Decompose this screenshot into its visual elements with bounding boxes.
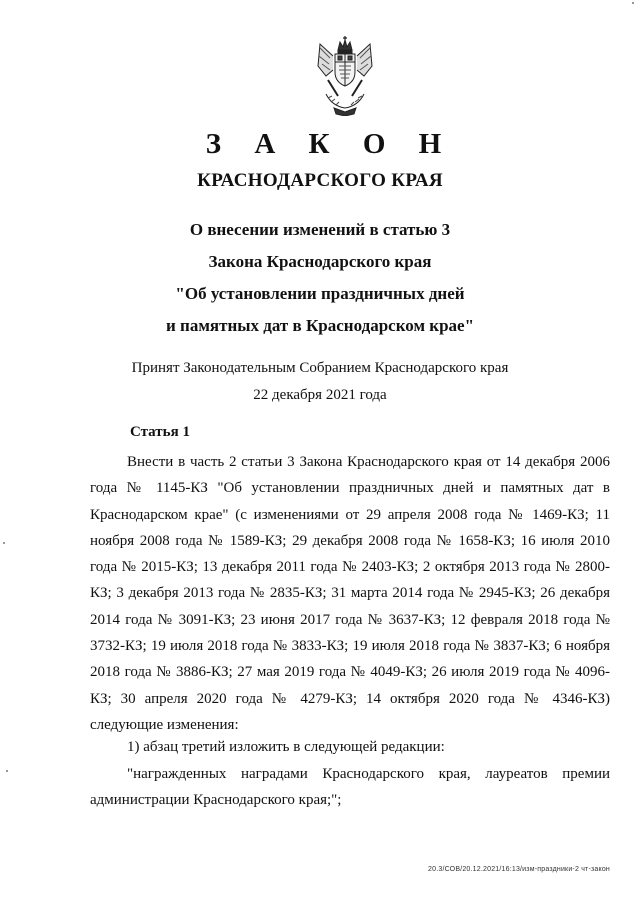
article-item: 1) абзац третий изложить в следующей редакции: [127, 739, 445, 755]
scan-speck [3, 542, 5, 544]
article-heading: Статья 1 [130, 424, 190, 440]
adopted-by: Принят Законодательным Собранием Краснодарского края [131, 360, 509, 376]
subject-line: "Об установлении праздничных дней [175, 284, 465, 303]
article-item-quote: "награжденных наградами Краснодарского края, лауреатов премии администрации Краснодарского края;"; [90, 766, 610, 809]
scan-speck [6, 770, 8, 772]
law-subject [0, 214, 640, 342]
subject-line: О внесении изменений в статью 3 [189, 220, 451, 239]
krasnodar-coat-of-arms-icon [314, 36, 376, 116]
region-title: КРАСНОДАРСКОГО КРАЯ [197, 170, 443, 191]
subject-line: Закона Краснодарского края [208, 252, 432, 271]
document-footer-code: 20.3/СОВ/20.12.2021/16:13/изм-праздники-2 чт-закон [428, 866, 610, 873]
adoption-info [0, 355, 640, 409]
law-title: З А К О Н [205, 128, 455, 160]
article-paragraph: Внести в часть 2 статьи 3 Закона Краснодарского края от 14 декабря 2006 года № 1145-КЗ "Об установлении праздничных дней и памятных дат в Краснодарском крае" (с изменениями от 29 апреля 2008 года № 1469-КЗ; 11 ноября 2008 года № 1589-КЗ; 29 декабря 2008 года № 1658-КЗ; 16 июля 2010 года № 2015-КЗ; 13 декабря 2011 года № 2403-КЗ; 2 октября 2013 года № 2800-КЗ; 3 декабря 2013 года № 2835-КЗ; 31 марта 2014 года № 2945-КЗ; 26 декабря 2014 года № 3091-КЗ; 23 июня 2017 года № 3637-КЗ; 12 февраля 2018 года № 3732-КЗ; 19 июля 2018 года № 3833-КЗ; 19 июля 2018 года № 3837-КЗ; 6 ноября 2018 года № 3886-КЗ; 27 мая 2019 года № 4049-КЗ; 26 июля 2019 года № 4096-КЗ; 30 апреля 2020 года № 4279-КЗ; 14 октября 2020 года № 4346-КЗ) следующие изменения: [90, 454, 610, 733]
adopted-date: 22 декабря 2021 года [253, 387, 387, 403]
subject-line: и памятных дат в Краснодарском крае" [165, 316, 475, 335]
scan-speck [632, 2, 634, 4]
